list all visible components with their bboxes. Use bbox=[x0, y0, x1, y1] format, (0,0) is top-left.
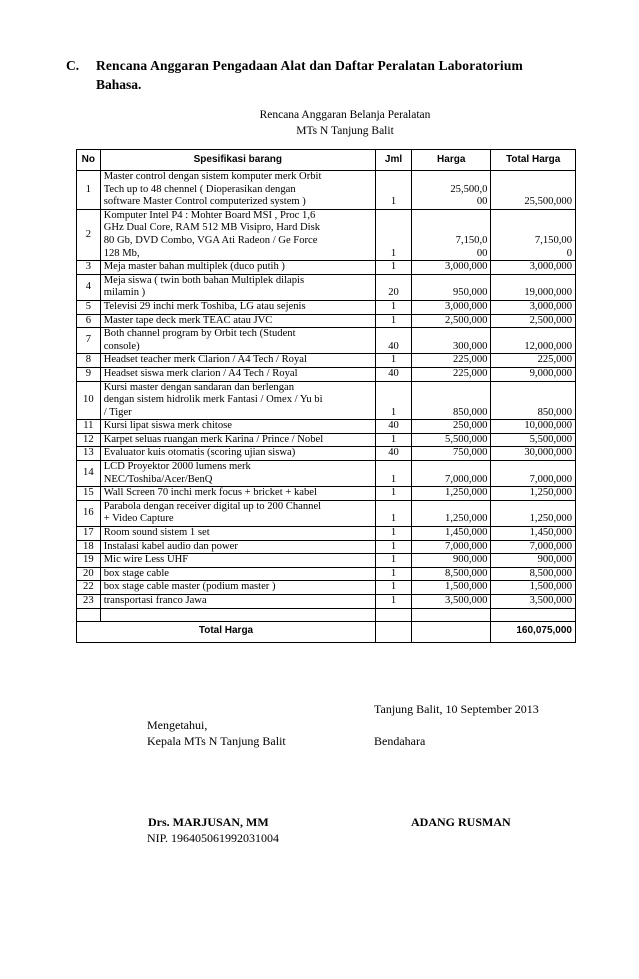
item-total: 2,500,000 bbox=[491, 314, 576, 328]
item-specification: LCD Proyektor 2000 lumens merk NEC/Toshiba/Acer/BenQ bbox=[100, 461, 375, 487]
table-subtitle: MTs N Tanjung Balit bbox=[296, 125, 394, 137]
item-price: 1,450,000 bbox=[412, 527, 491, 541]
item-specification: Room sound sistem 1 set bbox=[100, 527, 375, 541]
item-quantity: 1 bbox=[375, 540, 411, 554]
item-total: 25,500,000 bbox=[491, 171, 576, 210]
total-row bbox=[77, 621, 576, 642]
treasurer-name: ADANG RUSMAN bbox=[411, 815, 511, 829]
item-specification: Headset teacher merk Clarion / A4 Tech / Royal bbox=[100, 354, 375, 368]
item-specification: Televisi 29 inchi merk Toshiba, LG atau sejenis bbox=[100, 300, 375, 314]
row-number: 13 bbox=[77, 447, 101, 461]
item-total: 1,450,000 bbox=[491, 527, 576, 541]
item-price: 225,000 bbox=[412, 367, 491, 381]
row-number: 6 bbox=[77, 314, 101, 328]
row-number: 5 bbox=[77, 300, 101, 314]
item-specification: Karpet seluas ruangan merk Karina / Prince / Nobel bbox=[100, 433, 375, 447]
table-row bbox=[77, 381, 576, 420]
item-quantity: 1 bbox=[375, 300, 411, 314]
table-title: Rencana Anggaran Belanja Peralatan bbox=[259, 109, 431, 121]
principal-name: Drs. MARJUSAN, MM bbox=[148, 815, 269, 829]
table-row bbox=[77, 171, 576, 210]
item-specification: Kursi master dengan sandaran dan berlengan dengan sistem hidrolik merk Fantasi / Omex / Yu bi / Tiger bbox=[100, 381, 375, 420]
item-total: 1,250,000 bbox=[491, 500, 576, 526]
item-quantity: 1 bbox=[375, 581, 411, 595]
item-specification: box stage cable master (podium master ) bbox=[100, 581, 375, 595]
row-number: 14 bbox=[77, 461, 101, 487]
item-total: 7,000,000 bbox=[491, 540, 576, 554]
table-row bbox=[77, 274, 576, 300]
item-total: 5,500,000 bbox=[491, 433, 576, 447]
table-row bbox=[77, 367, 576, 381]
item-quantity: 1 bbox=[375, 461, 411, 487]
item-price: 7,150,0 00 bbox=[412, 209, 491, 260]
item-quantity: 1 bbox=[375, 261, 411, 275]
item-total: 12,000,000 bbox=[491, 328, 576, 354]
row-number: 15 bbox=[77, 487, 101, 501]
item-specification: Meja siswa ( twin both bahan Multiplek dilapis milamin ) bbox=[100, 274, 375, 300]
acknowledged-label: Mengetahui, bbox=[147, 718, 208, 732]
item-total: 850,000 bbox=[491, 381, 576, 420]
table-row bbox=[77, 581, 576, 595]
empty-row bbox=[77, 608, 576, 621]
section-heading bbox=[66, 56, 586, 94]
item-total: 3,500,000 bbox=[491, 595, 576, 609]
item-specification: Wall Screen 70 inchi merk focus + bricket + kabel bbox=[100, 487, 375, 501]
section-title-line2: Bahasa. bbox=[96, 77, 142, 92]
item-total: 900,000 bbox=[491, 554, 576, 568]
item-quantity: 1 bbox=[375, 567, 411, 581]
item-quantity: 20 bbox=[375, 274, 411, 300]
section-title-line1: Rencana Anggaran Pengadaan Alat dan Daftar Peralatan Laboratorium bbox=[96, 58, 523, 73]
item-specification: Evaluator kuis otomatis (scoring ujian siswa) bbox=[100, 447, 375, 461]
item-quantity: 40 bbox=[375, 447, 411, 461]
item-quantity: 1 bbox=[375, 171, 411, 210]
row-number: 9 bbox=[77, 367, 101, 381]
item-quantity: 1 bbox=[375, 500, 411, 526]
item-price: 5,500,000 bbox=[412, 433, 491, 447]
table-row bbox=[77, 527, 576, 541]
item-price: 1,500,000 bbox=[412, 581, 491, 595]
item-specification: Master control dengan sistem komputer merk Orbit Tech up to 48 chennel ( Dioperasikan dengan software Master Control computerized system ) bbox=[100, 171, 375, 210]
item-price: 1,250,000 bbox=[412, 500, 491, 526]
item-total: 1,500,000 bbox=[491, 581, 576, 595]
item-total: 1,250,000 bbox=[491, 487, 576, 501]
row-number: 23 bbox=[77, 595, 101, 609]
budget-table bbox=[76, 149, 576, 643]
item-price: 25,500,0 00 bbox=[412, 171, 491, 210]
row-number: 20 bbox=[77, 567, 101, 581]
table-row bbox=[77, 354, 576, 368]
item-total: 225,000 bbox=[491, 354, 576, 368]
item-specification: Headset siswa merk clarion / A4 Tech / Royal bbox=[100, 367, 375, 381]
item-quantity: 1 bbox=[375, 381, 411, 420]
treasurer-title: Bendahara bbox=[374, 734, 426, 748]
header-spec: Spesifikasi barang bbox=[100, 150, 375, 171]
item-quantity: 1 bbox=[375, 314, 411, 328]
table-row bbox=[77, 261, 576, 275]
row-number: 7 bbox=[77, 328, 101, 354]
table-row bbox=[77, 554, 576, 568]
item-specification: Meja master bahan multiplek (duco putih ) bbox=[100, 261, 375, 275]
table-row bbox=[77, 461, 576, 487]
row-number: 11 bbox=[77, 420, 101, 434]
item-total: 9,000,000 bbox=[491, 367, 576, 381]
item-total: 19,000,000 bbox=[491, 274, 576, 300]
item-price: 900,000 bbox=[412, 554, 491, 568]
table-row bbox=[77, 328, 576, 354]
item-specification: Both channel program by Orbit tech (Student console) bbox=[100, 328, 375, 354]
row-number: 12 bbox=[77, 433, 101, 447]
table-row bbox=[77, 300, 576, 314]
item-price: 250,000 bbox=[412, 420, 491, 434]
principal-nip: NIP. 196405061992031004 bbox=[147, 831, 280, 845]
item-price: 7,000,000 bbox=[412, 461, 491, 487]
item-price: 2,500,000 bbox=[412, 314, 491, 328]
item-specification: Kursi lipat siswa merk chitose bbox=[100, 420, 375, 434]
item-price: 300,000 bbox=[412, 328, 491, 354]
row-number: 18 bbox=[77, 540, 101, 554]
item-quantity: 1 bbox=[375, 554, 411, 568]
item-specification: Instalasi kabel audio dan power bbox=[100, 540, 375, 554]
row-number: 2 bbox=[77, 209, 101, 260]
item-total: 30,000,000 bbox=[491, 447, 576, 461]
item-specification: box stage cable bbox=[100, 567, 375, 581]
table-row bbox=[77, 595, 576, 609]
header-harga: Harga bbox=[412, 150, 491, 171]
row-number: 17 bbox=[77, 527, 101, 541]
item-quantity: 1 bbox=[375, 209, 411, 260]
principal-title: Kepala MTs N Tanjung Balit bbox=[147, 734, 286, 748]
table-row bbox=[77, 540, 576, 554]
item-total: 3,000,000 bbox=[491, 261, 576, 275]
section-letter: C. bbox=[66, 58, 80, 73]
place-date: Tanjung Balit, 10 September 2013 bbox=[374, 702, 539, 716]
item-price: 3,000,000 bbox=[412, 261, 491, 275]
grand-total-value: 160,075,000 bbox=[491, 621, 576, 642]
item-specification: transportasi franco Jawa bbox=[100, 595, 375, 609]
row-number: 1 bbox=[77, 171, 101, 210]
item-price: 3,000,000 bbox=[412, 300, 491, 314]
item-specification: Master tape deck merk TEAC atau JVC bbox=[100, 314, 375, 328]
table-header-row bbox=[77, 150, 576, 171]
item-quantity: 1 bbox=[375, 433, 411, 447]
item-price: 850,000 bbox=[412, 381, 491, 420]
table-row bbox=[77, 420, 576, 434]
item-price: 8,500,000 bbox=[412, 567, 491, 581]
item-total: 7,150,00 0 bbox=[491, 209, 576, 260]
header-jml: Jml bbox=[375, 150, 411, 171]
item-quantity: 40 bbox=[375, 328, 411, 354]
table-row bbox=[77, 487, 576, 501]
item-price: 950,000 bbox=[412, 274, 491, 300]
item-total: 8,500,000 bbox=[491, 567, 576, 581]
table-row bbox=[77, 447, 576, 461]
table-row bbox=[77, 314, 576, 328]
item-specification: Mic wire Less UHF bbox=[100, 554, 375, 568]
row-number: 3 bbox=[77, 261, 101, 275]
row-number: 22 bbox=[77, 581, 101, 595]
item-specification: Parabola dengan receiver digital up to 200 Channel + Video Capture bbox=[100, 500, 375, 526]
table-row bbox=[77, 209, 576, 260]
row-number: 8 bbox=[77, 354, 101, 368]
row-number: 4 bbox=[77, 274, 101, 300]
item-quantity: 1 bbox=[375, 487, 411, 501]
row-number: 16 bbox=[77, 500, 101, 526]
item-total: 7,000,000 bbox=[491, 461, 576, 487]
item-quantity: 1 bbox=[375, 527, 411, 541]
item-quantity: 1 bbox=[375, 354, 411, 368]
total-label: Total Harga bbox=[77, 621, 376, 642]
row-number: 10 bbox=[77, 381, 101, 420]
row-number: 19 bbox=[77, 554, 101, 568]
header-total: Total Harga bbox=[491, 150, 576, 171]
item-price: 7,000,000 bbox=[412, 540, 491, 554]
item-total: 10,000,000 bbox=[491, 420, 576, 434]
item-quantity: 40 bbox=[375, 420, 411, 434]
item-price: 1,250,000 bbox=[412, 487, 491, 501]
item-quantity: 1 bbox=[375, 595, 411, 609]
table-row bbox=[77, 433, 576, 447]
item-price: 225,000 bbox=[412, 354, 491, 368]
item-price: 3,500,000 bbox=[412, 595, 491, 609]
table-row bbox=[77, 500, 576, 526]
header-no: No bbox=[77, 150, 101, 171]
item-total: 3,000,000 bbox=[491, 300, 576, 314]
item-specification: Komputer Intel P4 : Mohter Board MSI , Proc 1,6 GHz Dual Core, RAM 512 MB Visipro, Hard Disk 80 Gb, DVD Combo, VGA Ati Radeon / Ge Force 128 Mb, bbox=[100, 209, 375, 260]
item-quantity: 40 bbox=[375, 367, 411, 381]
table-row bbox=[77, 567, 576, 581]
item-price: 750,000 bbox=[412, 447, 491, 461]
